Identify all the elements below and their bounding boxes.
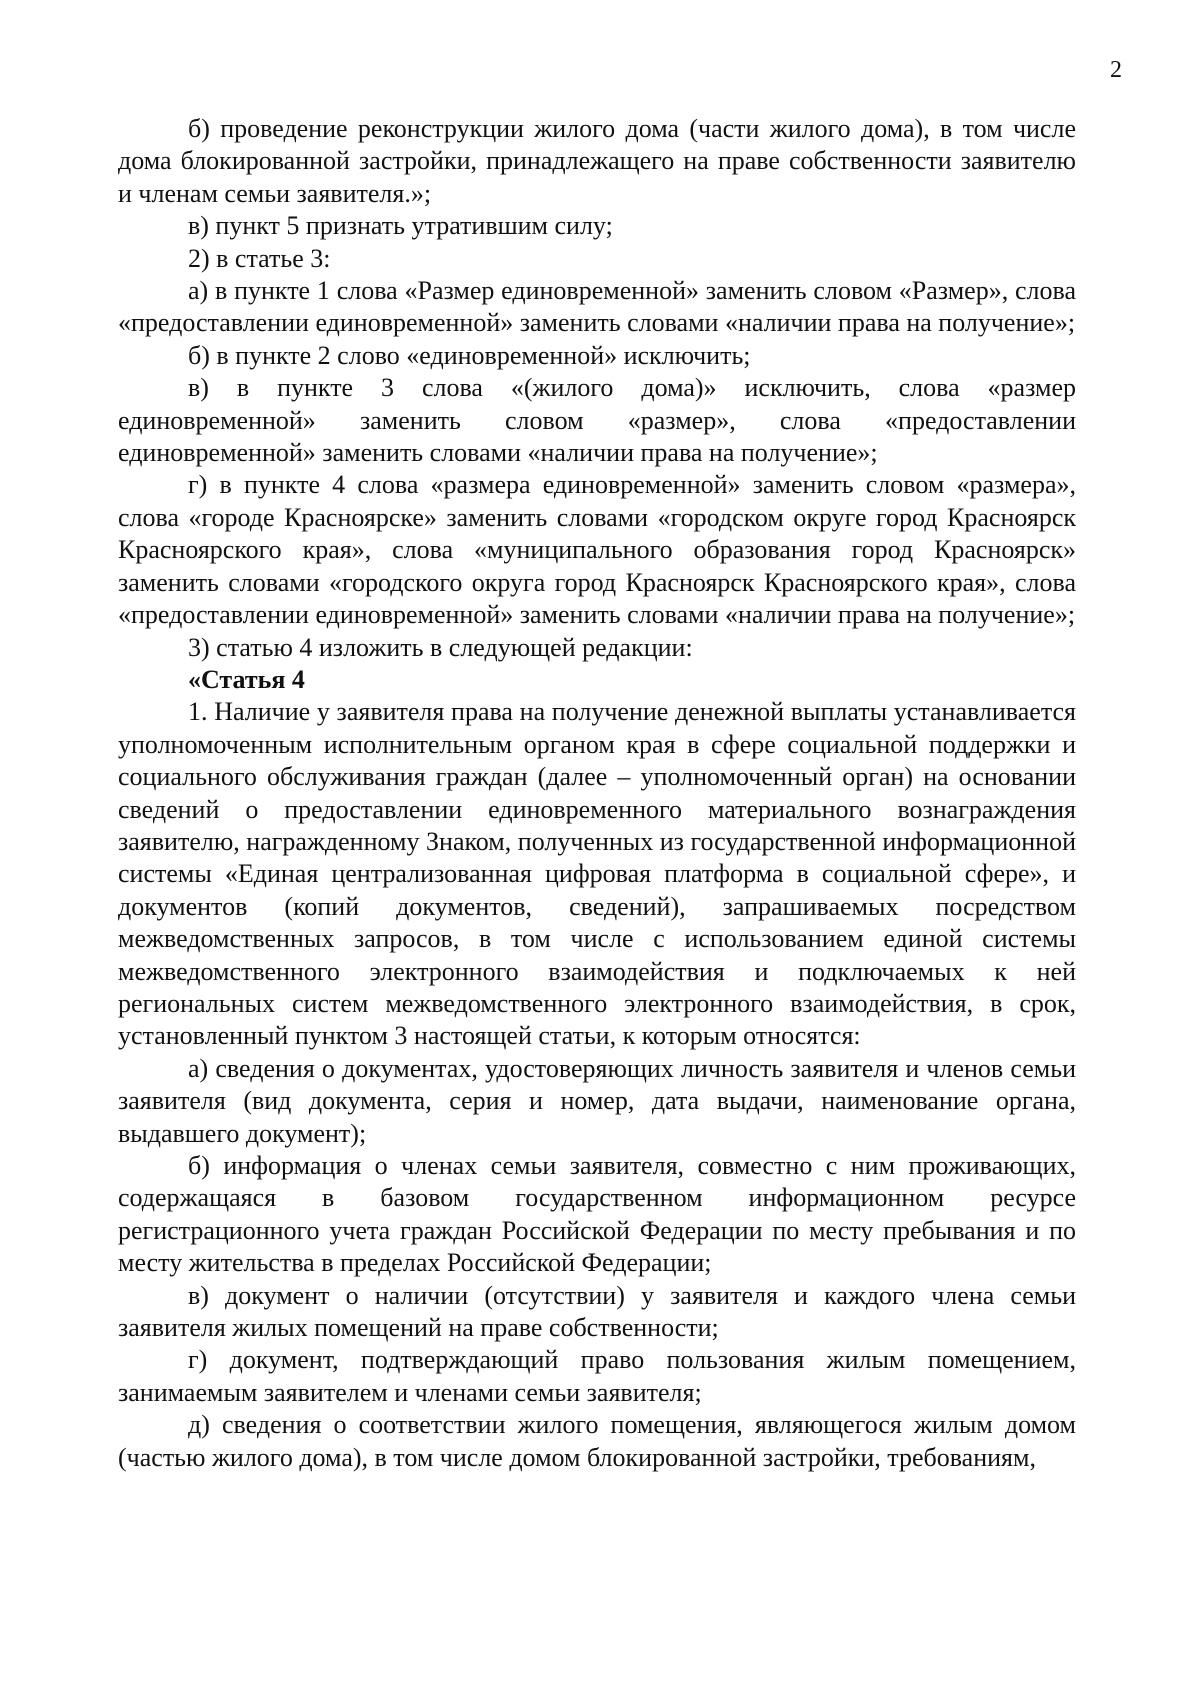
paragraph: в) в пункте 3 слова «(жилого дома)» исключить, слова «размер единовременной» заменить словом «размер», слова «предоставлении единовременной» заменить словами «наличии права на получение»; bbox=[118, 373, 1076, 468]
document-body bbox=[118, 113, 1076, 1474]
paragraph: д) сведения о соответствии жилого помещения, являющегося жилым домом (частью жилого дома), в том числе домом блокированной застройки, требованиям, bbox=[118, 1410, 1076, 1472]
article-heading: «Статья 4 bbox=[188, 664, 305, 694]
paragraph: 3) статью 4 изложить в следующей редакции: bbox=[188, 632, 693, 662]
paragraph: г) документ, подтверждающий право пользования жилым помещением, занимаемым заявителем и членами семьи заявителя; bbox=[118, 1345, 1076, 1407]
paragraph: в) документ о наличии (отсутствии) у заявителя и каждого члена семьи заявителя жилых помещений на праве собственности; bbox=[118, 1280, 1076, 1343]
paragraph: в) пункт 5 признать утратившим силу; bbox=[188, 211, 613, 241]
paragraph: б) проведение реконструкции жилого дома (части жилого дома), в том числе дома блокированной застройки, принадлежащего на праве собственности заявителю и членам семьи заявителя.»; bbox=[118, 114, 1076, 208]
paragraph: а) сведения о документах, удостоверяющих личность заявителя и членов семьи заявителя (вид документа, серия и номер, дата выдачи, наименование органа, выдавшего документ); bbox=[118, 1053, 1076, 1148]
paragraph: б) в пункте 2 слово «единовременной» исключить; bbox=[188, 340, 751, 370]
page-number: 2 bbox=[1110, 57, 1122, 83]
paragraph: а) в пункте 1 слова «Размер единовременной» заменить словом «Размер», слова «предоставлении единовременной» заменить словами «наличии права на получение»; bbox=[118, 276, 1076, 338]
paragraph: б) информация о членах семьи заявителя, совместно с ним проживающих, содержащаяся в базовом государственном информационном ресурсе регистрационного учета граждан Российской Федерации по месту пребывания и по месту жительства в пределах Российской Федерации; bbox=[118, 1151, 1076, 1278]
paragraph: г) в пункте 4 слова «размера единовременной» заменить словом «размера», слова «городе Красноярске» заменить словами «городском округе город Красноярск Красноярского края», слова «муниципального образования город Красноярск» заменить словами «городского округа город Красноярск Красноярского края», слова «предоставлении единовременной» заменить словами «наличии права на получение»; bbox=[118, 470, 1076, 630]
paragraph: 2) в статье 3: bbox=[188, 243, 331, 273]
paragraph: 1. Наличие у заявителя права на получение денежной выплаты устанавливается уполномоченным исполнительным органом края в сфере социальной поддержки и социального обслуживания граждан (далее – уполномоченный орган) на основании сведений о предоставлении единовременного материального вознаграждения заявителю, награжденному Знаком, полученных из государственной информационной системы «Единая централизованная цифровая платформа в социальной сфере», и документов (копий документов, сведений), запрашиваемых посредством межведомственных запросов, в том числе с использованием единой системы межведомственного электронного взаимодействия и подключаемых к ней региональных систем межведомственного электронного взаимодействия, в срок, установленный пунктом 3 настоящей статьи, к которым относятся: bbox=[118, 697, 1076, 1051]
